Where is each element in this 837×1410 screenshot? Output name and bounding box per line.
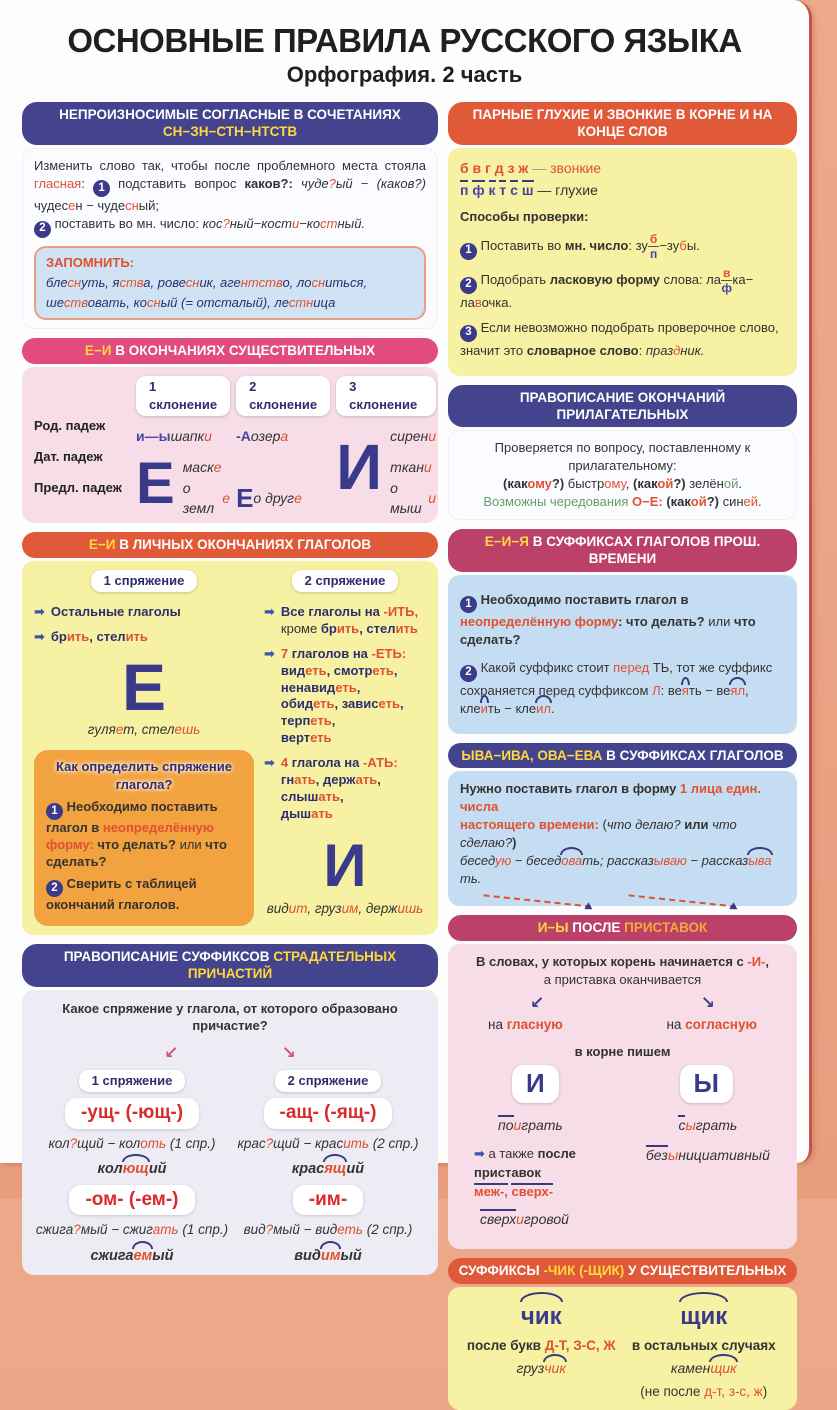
section-header: И−Ы ПОСЛЕ ПРИСТАВОК: [448, 915, 797, 941]
arrow-down-left-icon: ↙: [530, 992, 545, 1012]
rule-item: Остальные глаголы: [50, 604, 181, 619]
suffix-pill: -им-: [293, 1185, 363, 1215]
branch-arrows: [460, 989, 785, 1016]
section-header: Е−И−Я В СУФФИКСАХ ГЛАГОЛОВ ПРОШ. ВРЕМЕНИ: [448, 529, 797, 572]
poster-subtitle: Орфография. 2 часть: [286, 62, 523, 87]
section-body: [448, 944, 797, 1249]
note: (не после д-т, з-с, ж): [640, 1383, 768, 1399]
example: сверхигровой: [480, 1211, 569, 1228]
section-adjective-endings: [448, 385, 797, 521]
rule-text: Проверяется по вопросу, поставленному к прилагательному: (какому?) быстрому, (какой?) зелёной. Возможны чередования О−Е: (какой?) синей.: [483, 440, 762, 510]
section-body: [448, 148, 797, 376]
big-letter-i: И: [336, 431, 383, 504]
row-label: Род. падеж: [34, 417, 106, 433]
section-header: ПАРНЫЕ ГЛУХИЕ И ЗВОНКИЕ В КОРНЕ И НА КОНЦЕ СЛОВ: [448, 102, 797, 145]
letter-i-pill: И: [512, 1065, 559, 1103]
conjugation-2-column: [264, 570, 426, 926]
example: вид?мый − видеть (2 спр.): [243, 1222, 413, 1238]
section-body: [22, 561, 438, 935]
arrow-icon: ➡: [34, 604, 45, 619]
section-body: [22, 367, 438, 523]
voiceless-letters: п ф к т с ш — глухие: [460, 182, 598, 199]
cell: о земл е: [182, 480, 231, 516]
cell: Е о друг е: [236, 482, 302, 513]
declension-3: [336, 376, 436, 514]
cell: и—ы шапк и: [136, 428, 212, 445]
arrow-icon: ➡: [264, 604, 275, 619]
section-header: СУФФИКСЫ -ЧИК (-ЩИК) У СУЩЕСТВИТЕЛЬНЫХ: [448, 1258, 797, 1284]
remember-title: ЗАПОМНИТЬ:: [46, 254, 134, 270]
suffix-chik: чик: [521, 1300, 562, 1333]
cell: маск е: [182, 459, 222, 476]
howto-box: [34, 750, 254, 926]
arrow-icon: ➡: [264, 755, 275, 771]
example: красящий: [291, 1161, 365, 1178]
rule-item: 7 глаголов на -ЕТЬ: видеть, смотреть, ненавидеть, обидеть, зависеть, терпеть, вертеть: [280, 645, 407, 746]
example: каменщик: [671, 1359, 737, 1378]
middle-label: в корне пишем: [574, 1043, 671, 1059]
content-columns: [0, 88, 809, 1410]
suffix-schik: щик: [680, 1300, 727, 1333]
arrow-down-right-icon: ↘: [700, 992, 715, 1012]
howto-step: 2 Сверить с таблицей окончаний глаголов.: [46, 875, 197, 912]
also-after-prefixes: ➡ а также после приставок меж-, сверх-: [474, 1145, 576, 1199]
section-body: [448, 575, 797, 734]
example: сжига?мый − сжигать (1 спр.): [35, 1222, 229, 1238]
example: сжигаемый: [90, 1248, 174, 1265]
examples-area: [460, 1105, 785, 1240]
arrow-icon: ➡: [34, 628, 45, 644]
suffix-pill: -ом- (-ем-): [69, 1185, 194, 1215]
section-header: Е−И В ЛИЧНЫХ ОКОНЧАНИЯХ ГЛАГОЛОВ: [22, 532, 438, 558]
left-branch-label: на гласную: [488, 1017, 563, 1033]
left-column: [22, 102, 438, 1410]
example: колющий: [97, 1161, 167, 1178]
poster-title: ОСНОВНЫЕ ПРАВИЛА РУССКОГО ЯЗЫКА: [67, 22, 742, 59]
declension-3-header: 3 склонение: [336, 376, 436, 416]
methods-title: Способы проверки:: [460, 209, 589, 225]
letter-y-pill: Ы: [680, 1065, 733, 1103]
right-column: [448, 102, 797, 1410]
example: видимый: [294, 1248, 362, 1265]
section-header: ПРАВОПИСАНИЕ СУФФИКСОВ СТРАДАТЕЛЬНЫХ ПРИЧАСТИЙ: [22, 944, 438, 987]
declension-1-header: 1 склонение: [136, 376, 230, 416]
rule-step-2: 2 Какой суффикс стоит перед ТЬ, тот же суффикс сохраняется перед суффиксом Л: веять − веял, клеить − клеил.: [460, 660, 773, 716]
branch-labels: [460, 1016, 785, 1035]
conjugation-1-label: 1 спряжение: [79, 1070, 186, 1092]
section-past-tense-suffixes: [448, 529, 797, 733]
declension-2-header: 2 склонение: [236, 376, 330, 416]
arrow-icon: ➡: [264, 645, 275, 661]
cell: сирен и: [390, 428, 437, 445]
section-chik-schik-suffixes: [448, 1258, 797, 1410]
section-body: [22, 148, 438, 330]
section-body: [448, 771, 797, 906]
section-verb-personal-endings: [22, 532, 438, 935]
example: безынициативный: [645, 1146, 770, 1163]
conjugation-2-label: 2 спряжение: [275, 1070, 382, 1092]
method-3: 3 Если невозможно подобрать проверочное слово, значит это словарное слово: праздник.: [460, 320, 779, 358]
method-1: 1 Поставить во мн. число: зу $\frac{б}{п}$ −зубы.: [460, 233, 785, 260]
conjugation-1-column: [34, 570, 254, 926]
declension-2: [236, 376, 330, 514]
section-noun-endings: [22, 338, 438, 523]
example: крас?щий − красить (2 спр.): [237, 1135, 419, 1151]
rule-step-1: 1 Необходимо поставить глагол в неопределённую форму: что делать? или что сделать?: [460, 591, 756, 648]
remember-words: блеснуть, яства, ровесник, агентство, лосниться, шествовать, косный (= отсталый), лестница: [46, 275, 368, 310]
big-letter-e: Е: [136, 450, 175, 516]
left-examples: [470, 1111, 635, 1240]
section-paired-consonants: [448, 102, 797, 376]
rule-item: Все глаголы на -ИТЬ, кроме брить, стелить: [280, 604, 419, 636]
cell: -А озер а: [236, 428, 289, 445]
example: гуляет, стелешь: [87, 722, 201, 738]
conjugation-2-label: 2 спряжение: [292, 570, 399, 592]
letter-pills: [460, 1063, 785, 1105]
row-label: Предл. падеж: [34, 479, 122, 495]
suffix-pill: -ущ- (-ющ-): [65, 1098, 199, 1128]
remember-box: [34, 246, 426, 321]
row-label: Дат. падеж: [34, 448, 103, 464]
section-body: [448, 1287, 797, 1410]
howto-step: 1 Необходимо поставить глагол в неопределённую форму: что делать? или что сделать?: [46, 798, 227, 869]
declension-table: [34, 376, 437, 516]
rule-text: Изменить слово так, чтобы после проблемного места стояла гласная: 1 подставить вопрос каков?: чуде?ый − (каков?) чудесен − чудесный; 2 поставить во мн. число: кос?ный−кости−костный.: [34, 157, 426, 238]
section-unpronounceable-consonants: [22, 102, 438, 329]
big-letter-i: И: [323, 831, 367, 899]
rule: после букв Д-Т, З-С, Ж: [466, 1337, 616, 1353]
cell: ткан и: [390, 459, 432, 476]
section-header: ЫВА−ИВА, ОВА−ЕВА В СУФФИКСАХ ГЛАГОЛОВ: [448, 743, 797, 769]
poster-header: [0, 0, 809, 88]
right-examples: [641, 1111, 775, 1240]
declension-1: [136, 376, 230, 514]
example: сыграть: [678, 1116, 738, 1133]
big-letter-e: Е: [121, 649, 166, 724]
intro-text: В словах, у которых корень начинается с -И-, а приставка оканчивается: [475, 953, 770, 987]
arrow-down-right-icon: ↘: [281, 1043, 296, 1062]
rule-item: брить, стелить: [50, 628, 148, 644]
arrow-down-left-icon: ↙: [164, 1043, 179, 1062]
section-body: [22, 990, 438, 1275]
section-header: Е−И В ОКОНЧАНИЯХ СУЩЕСТВИТЕЛЬНЫХ: [22, 338, 438, 364]
section-header: НЕПРОИЗНОСИМЫЕ СОГЛАСНЫЕ В СОЧЕТАНИЯХ СН−ЗН−СТН−НТСТВ: [22, 102, 438, 145]
rule: в остальных случаях: [631, 1337, 776, 1353]
example: кол?щий − колоть (1 спр.): [48, 1135, 216, 1151]
section-header: ПРАВОПИСАНИЕ ОКОНЧАНИЙ ПРИЛАГАТЕЛЬНЫХ: [448, 385, 797, 428]
voiced-letters: б в г д з ж — звонкие: [460, 159, 602, 176]
branch-arrows: [112, 1041, 347, 1064]
example: грузчик: [517, 1359, 566, 1378]
howto-title: Как определить спряжение глагола?: [56, 759, 232, 793]
right-branch-label: на согласную: [666, 1017, 757, 1033]
cell: о мыш и: [390, 480, 437, 516]
method-2: 2 Подобрать ласковую форму слова: ла $\frac{в}{ф}$ ка− лавочка.: [460, 266, 754, 311]
suffix-pill: -ащ- (-ящ-): [264, 1098, 393, 1128]
example: видит, грузим, держишь: [266, 900, 424, 916]
row-labels: [34, 376, 130, 503]
section-participle-suffixes: [22, 944, 438, 1275]
rule-text: Нужно поставить глагол в форму 1 лица един. числа настоящего времени: (что делаю? или что сделаю?) беседую − беседовать; рассказываю − рассказывать.: [460, 781, 772, 887]
section-body: [448, 430, 797, 520]
question: Какое спряжение у глагола, от которого образовано причастие?: [62, 1001, 398, 1034]
rule-item: 4 глагола на -АТЬ: гнать, держать, слышать, дышать: [280, 755, 398, 821]
example: поиграть: [498, 1116, 563, 1133]
conjugation-1-label: 1 спряжение: [91, 570, 198, 592]
section-yva-iva-suffixes: [448, 743, 797, 907]
